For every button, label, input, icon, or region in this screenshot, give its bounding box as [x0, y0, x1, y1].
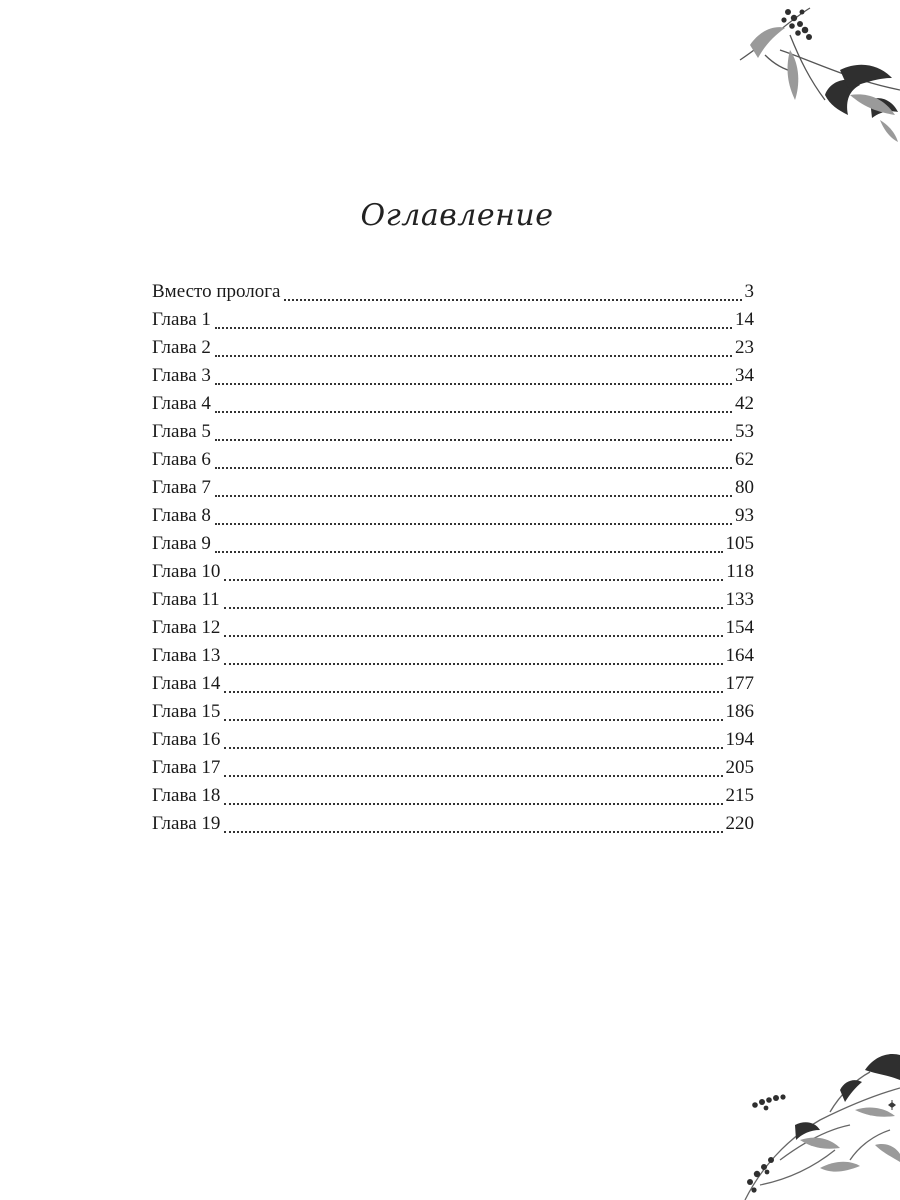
dot-leader: [224, 728, 722, 749]
toc-entry-label: Глава 1: [152, 309, 211, 330]
toc-entry-page: 154: [725, 617, 754, 638]
toc-entry-page: 3: [744, 281, 754, 302]
toc-entry-page: 93: [735, 505, 754, 526]
toc-entry: [152, 418, 754, 446]
dot-leader: [215, 308, 732, 329]
toc-entry: [152, 390, 754, 418]
toc-entry: [152, 642, 754, 670]
toc-entry-page: 177: [725, 673, 754, 694]
toc-entry: [152, 670, 754, 698]
toc-entry-label: Глава 13: [152, 645, 221, 666]
toc-entry-label: Глава 12: [152, 617, 221, 638]
dot-leader: [215, 448, 732, 469]
dot-leader: [215, 504, 732, 525]
toc-entry-label: Глава 18: [152, 785, 221, 806]
toc-entry: [152, 502, 754, 530]
toc-entry-page: 53: [735, 421, 754, 442]
dot-leader: [224, 644, 722, 665]
toc-entry-page: 23: [735, 337, 754, 358]
table-of-contents: [152, 278, 754, 838]
toc-entry: [152, 726, 754, 754]
toc-entry-page: 220: [725, 813, 754, 834]
toc-entry-page: 105: [725, 533, 754, 554]
toc-entry-page: 118: [726, 561, 754, 582]
toc-entry-label: Глава 14: [152, 673, 221, 694]
dot-leader: [224, 560, 723, 581]
dot-leader: [215, 364, 732, 385]
toc-entry: [152, 782, 754, 810]
floral-wreath-icon: [740, 1050, 900, 1200]
dot-leader: [284, 280, 741, 301]
toc-entry-label: Глава 3: [152, 365, 211, 386]
dot-leader: [224, 784, 722, 805]
toc-entry-label: Глава 15: [152, 701, 221, 722]
toc-entry: [152, 474, 754, 502]
toc-entry-label: Глава 19: [152, 813, 221, 834]
dot-leader: [215, 392, 732, 413]
toc-entry: [152, 698, 754, 726]
toc-entry: [152, 810, 754, 838]
toc-entry: [152, 614, 754, 642]
toc-entry-label: Глава 6: [152, 449, 211, 470]
toc-entry: [152, 558, 754, 586]
toc-entry-page: 215: [725, 785, 754, 806]
toc-entry-page: 80: [735, 477, 754, 498]
floral-branch-icon: [730, 0, 900, 145]
dot-leader: [215, 420, 732, 441]
toc-entry-page: 34: [735, 365, 754, 386]
toc-entry-label: Глава 4: [152, 393, 211, 414]
toc-entry-page: 164: [725, 645, 754, 666]
dot-leader: [224, 672, 722, 693]
dot-leader: [224, 700, 722, 721]
toc-entry: [152, 754, 754, 782]
toc-entry-label: Глава 9: [152, 533, 211, 554]
dot-leader: [224, 616, 722, 637]
page-title: Оглавление: [360, 198, 554, 233]
dot-leader: [224, 756, 722, 777]
dot-leader: [224, 812, 722, 833]
toc-entry-label: Глава 10: [152, 561, 221, 582]
toc-entry-page: 194: [725, 729, 754, 750]
toc-entry-page: 42: [735, 393, 754, 414]
toc-entry-label: Вместо пролога: [152, 281, 281, 302]
toc-entry-label: Глава 11: [152, 589, 220, 610]
toc-entry-label: Глава 8: [152, 505, 211, 526]
toc-entry-page: 62: [735, 449, 754, 470]
dot-leader: [215, 532, 723, 553]
toc-entry-label: Глава 5: [152, 421, 211, 442]
toc-entry: [152, 306, 754, 334]
toc-entry-page: 205: [725, 757, 754, 778]
toc-entry-label: Глава 17: [152, 757, 221, 778]
toc-entry-label: Глава 7: [152, 477, 211, 498]
dot-leader: [224, 588, 723, 609]
dot-leader: [215, 336, 732, 357]
toc-entry: [152, 334, 754, 362]
toc-entry: [152, 586, 754, 614]
toc-entry: [152, 278, 754, 306]
toc-entry: [152, 530, 754, 558]
toc-entry-page: 14: [735, 309, 754, 330]
toc-entry-label: Глава 2: [152, 337, 211, 358]
toc-entry: [152, 446, 754, 474]
toc-entry-page: 133: [725, 589, 754, 610]
toc-entry: [152, 362, 754, 390]
toc-entry-label: Глава 16: [152, 729, 221, 750]
toc-entry-page: 186: [725, 701, 754, 722]
dot-leader: [215, 476, 732, 497]
